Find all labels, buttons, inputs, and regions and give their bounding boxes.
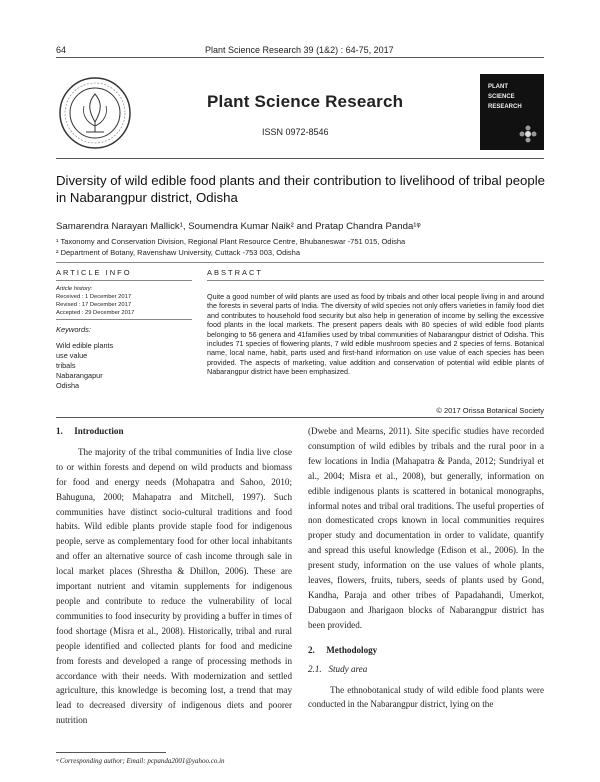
keywords-label: Keywords: bbox=[56, 325, 92, 334]
article-info-rule bbox=[56, 280, 192, 281]
history-entry: Received : 1 December 2017 bbox=[56, 294, 132, 300]
affiliation: ² Department of Botany, Ravenshaw University, Cuttack -753 003, Odisha bbox=[56, 248, 301, 257]
cover-line: PLANT bbox=[488, 84, 508, 90]
page-number: 64 bbox=[56, 45, 67, 55]
cover-flower-icon bbox=[518, 124, 538, 144]
journal-name: Plant Science Research bbox=[207, 92, 404, 111]
issn: ISSN 0972-8546 bbox=[262, 127, 329, 137]
history-label: Article history: bbox=[56, 286, 93, 292]
section-heading: 2. Methodology bbox=[308, 644, 378, 655]
header-rule bbox=[56, 57, 544, 58]
body-paragraph: (Dwebe and Mearns, 2011). Site specific studies have recorded consumption of wild edibles by tribals and the rural poor in a few locations in India (Mahapatra & Panda, 2012; Sundriyal et al., 2004; Misra et al., 2008), but generally, information on edible indigenous plants is scattered in botanical monographs, informal notes and tribal oral traditions. The useful properties of non domesticated crops known in local communities requires proper study and documentation in order to validate, quantify and spread this useful knowledge (Edison et al., 2006). In the present study, information on the use values of whole plants, leaves, flowers, fruits, tubers, seeds of plants used by Gond, Kandha, Paraja and other tribes of Papadahandi, Umerkot, Dabugaon and Jharigaon blocks of Nabarangpur district has been provided. bbox=[308, 426, 544, 630]
affiliation-rule bbox=[56, 262, 544, 263]
keyword: use value bbox=[56, 351, 88, 360]
cover-line: SCIENCE bbox=[488, 94, 515, 100]
journal-cover-thumbnail bbox=[480, 74, 544, 150]
article-info-heading: ARTICLE INFO bbox=[56, 268, 132, 277]
keyword: Nabarangapur bbox=[56, 371, 103, 380]
copyright: © 2017 Orissa Botanical Society bbox=[436, 406, 544, 415]
left-column bbox=[56, 424, 292, 728]
right-column bbox=[308, 424, 544, 712]
body-paragraph: The ethnobotanical study of wild edible food plants were conducted in the Nabarangpur district, lying on the bbox=[308, 684, 544, 710]
masthead-rule bbox=[56, 158, 544, 159]
keyword: Wild edible plants bbox=[56, 341, 114, 350]
cover-line: RESEARCH bbox=[488, 104, 522, 110]
section-heading: 1. Introduction bbox=[56, 426, 124, 436]
footnote: ᵠ Corresponding author; Email: pcpanda2001@yahoo.co.in bbox=[56, 757, 225, 765]
footnote-rule bbox=[56, 752, 166, 753]
abstract-rule bbox=[207, 280, 544, 281]
authors: Samarendra Narayan Mallick¹, Soumendra Kumar Naik² and Pratap Chandra Panda¹ᵠ bbox=[56, 221, 421, 232]
keyword: tribals bbox=[56, 361, 76, 370]
keyword: Odisha bbox=[56, 381, 80, 390]
subsection-heading: 2.1. Study area bbox=[308, 663, 368, 674]
article-title: Diversity of wild edible food plants and their contribution to livelihood of tribal people in Nabarangpur district, Odisha bbox=[56, 173, 545, 205]
affiliation: ¹ Taxonomy and Conservation Division, Regional Plant Resource Centre, Bhubaneswar -751 015, Odisha bbox=[56, 237, 406, 246]
body-paragraph: The majority of the tribal communities of India live close to or within forests and depend on wild products and biomass for food and energy needs (Mohapatra and Sahoo, 2010; Bahuguna, 2000; Mahapatra and Mitchell, 1997). Such communities have distinct socio-cultural traditions and food habits. Wild edible plants provide staple food for indigenous people, serve as complementary food for other local inhabitants and offer an alternative source of cash income through sale in local market places (Shrestha & Dhillon, 2006). These are important nutrient and vitamin supplements for indigenous people and contribute to reduce the vulnerability of local communities to food insecurity by providing a buffer in times of food shortage (Misra et al., 2008). Historically, tribal and rural people identified and collected plants for food and medicine from forests and developed a range of processing methods in accordance with their needs. With modernization and settled agriculture, this knowledge is becoming lost, a trend that may lead to decreased diversity of indigenous diets and poorer nutrition bbox=[56, 446, 292, 726]
society-seal-logo bbox=[58, 76, 132, 150]
abstract-text: Quite a good number of wild plants are used as food by tribals and other local people living in and around the forests in several parts of India. The diversity of wild species not only offers varieties in family food diet and contributes to household food security but also help in generation of income by selling the excessive food plants in the local markets. The present papers deals with 80 species of wild edible food plants belonging to 56 genera and 41families used by tribal communities of Nabarangpur district of Odisha. This includes 71 species of flowering plants, 7 wild edible mushroom species and 2 species of ferns. Botanical name, local name, habit, parts used and first-hand information on use value of each species has been provided. The aspects of marketing, value addition and conservation of potential wild edible plants of Nabarangpur district have been emphasized. bbox=[207, 292, 544, 377]
abstract-bottom-rule bbox=[56, 417, 544, 418]
keywords-rule bbox=[56, 319, 192, 320]
history-entry: Revised : 17 December 2017 bbox=[56, 302, 132, 308]
history-entry: Accepted : 29 December 2017 bbox=[56, 310, 135, 316]
running-head: Plant Science Research 39 (1&2) : 64-75, 2017 bbox=[205, 45, 394, 55]
abstract-heading: ABSTRACT bbox=[207, 268, 264, 277]
